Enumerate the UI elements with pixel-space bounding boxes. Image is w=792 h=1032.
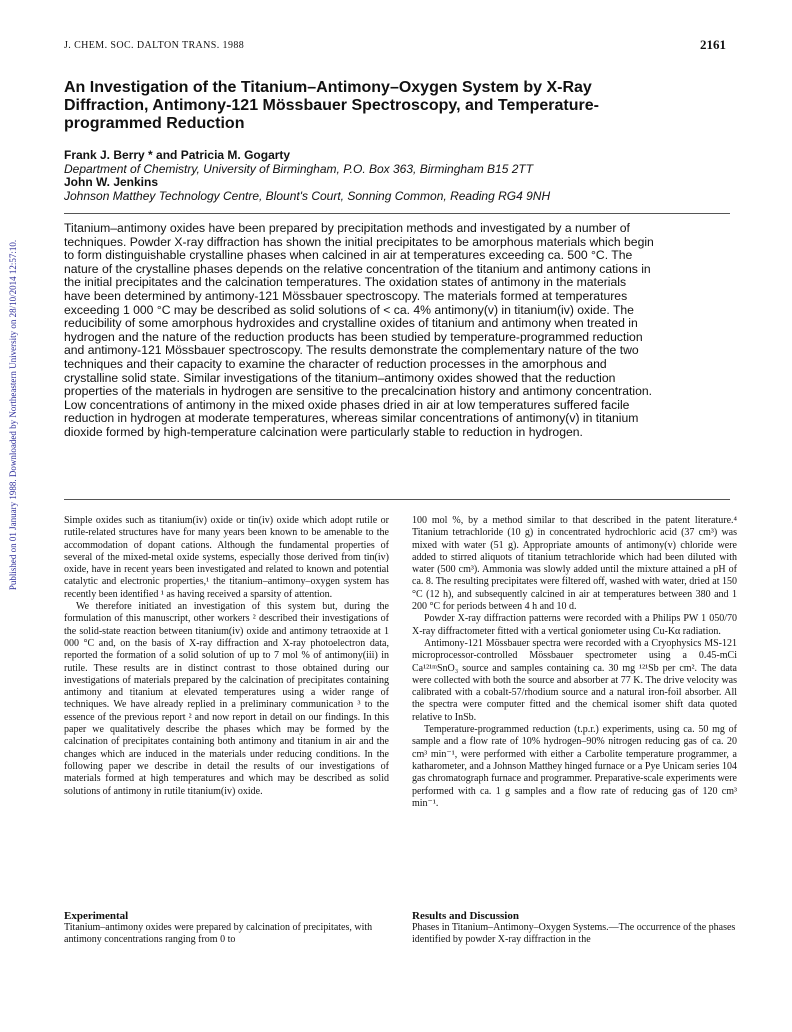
affiliation-2: Johnson Matthey Technology Centre, Blount's Court, Sonning Common, Reading RG4 9NH [64, 188, 551, 203]
left-column [64, 515, 389, 798]
intro-paragraph-1: Simple oxides such as titanium(iv) oxide or tin(iv) oxide which adopt rutile or rutile-related structures have for many years been known to be amenable to the accommodation of dopant cations. Although the fundamental properties of several of the mixed-metal oxide systems, especially those derived from tin(iv) oxide, have in recent years been investigated and related to known and potential catalytic and electronic properties,¹ the titanium–antimony–oxygen system has recently been identified ¹ as having received a sparsity of attention. [64, 515, 389, 600]
affiliation-1: Department of Chemistry, University of Birmingham, P.O. Box 363, Birmingham B15 2TT [64, 161, 534, 176]
methods-paragraph-3: Antimony-121 Mössbauer spectra were recorded with a Cryophysics MS-121 microprocessor-controlled Mössbauer spectrometer using a 0.45-mCi Ca¹²¹ᵐSnO₃ source and samples containing ca. 30 mg ¹²¹Sb per cm². The data were collected with both the source and absorber at 77 K. The drive velocity was calibrated with a cobalt-57/rhodium source and a natural iron-foil absorber. All the spectra were computer fitted and the chemical isomer shift data quoted relative to InSb. [412, 637, 737, 723]
right-column [412, 515, 737, 810]
download-notice-text: Published on 01 January 1988. Downloaded by Northeastern University on 28/10/2014 12:57:10. [8, 239, 18, 591]
authors-line-1: Frank J. Berry * and Patricia M. Gogarty [64, 148, 291, 162]
experimental-section [64, 910, 389, 946]
results-heading: Results and Discussion [412, 910, 519, 922]
methods-paragraph-2: Powder X-ray diffraction patterns were recorded with a Philips PW 1 050/70 X-ray diffractometer fitted with a vertical goniometer using Cu-Kα radiation. [412, 613, 737, 637]
methods-paragraph-4: Temperature-programmed reduction (t.p.r.) experiments, using ca. 50 mg of sample and a flow rate of 10% hydrogen–90% nitrogen reducing gas of ca. 20 cm³ min⁻¹, were performed with either a Carbolite temperature programmer, a katharometer, and a Johnson Matthey hinged furnace or a Pye Unicam series 104 gas chromatograph furnace and programmer. Preparative-scale experiments were performed with ca. 1 g samples and a flow rate of reducing gas of 120 cm³ min⁻¹. [412, 724, 737, 809]
author-block [64, 149, 744, 203]
journal-header: J. CHEM. SOC. DALTON TRANS. 1988 [64, 40, 245, 51]
download-notice [6, 205, 20, 625]
results-text: Phases in Titanium–Antimony–Oxygen Systems.—The occurrence of the phases identified by powder X-ray diffraction in the [412, 922, 736, 945]
results-section [412, 910, 737, 946]
divider-bottom [64, 499, 730, 500]
methods-paragraph-1: 100 mol %, by a method similar to that described in the patent literature.⁴ Titanium tetrachloride (10 g) in concentrated hydrochloric acid (37 cm³) was mixed with water (51 g). Appropriate amounts of antimony(v) chloride were added to stirred aliquots of titanium tetrachloride which had been diluted with water (500 cm³). Ammonia was slowly added until the mixture attained a pH of ca. 8. The resulting precipitates were filtered off, washed with water, dried at 150 °C (12 h), and subsequently calcined in air at temperatures between 380 and 1 200 °C for periods between 4 h and 10 d. [412, 515, 737, 613]
authors-line-2: John W. Jenkins [64, 175, 159, 189]
experimental-text: Titanium–antimony oxides were prepared by calcination of precipitates, with antimony concentrations ranging from 0 to [64, 922, 373, 945]
page-number: 2161 [700, 37, 726, 52]
experimental-heading: Experimental [64, 910, 129, 922]
abstract: Titanium–antimony oxides have been prepared by precipitation methods and investigated by a number of techniques. Powder X-ray diffraction has shown the initial precipitates to be amorphous materials which begin to form distinguishable crystalline phases when calcined in air at temperatures exceeding ca. 500 °C. The nature of the crystalline phases depends on the relative concentration of the titanium and antimony cations in the initial precipitates and the calcination temperatures. The oxidation states of antimony in the materials have been determined by antimony-121 Mössbauer spectroscopy. The materials formed at temperatures exceeding 1 000 °C may be described as solid solutions of < ca. 4% antimony(v) in titanium(iv) oxide. The reducibility of some amorphous hydroxides and crystalline oxides of titanium and antimony when treated in hydrogen and the nature of the reduction products has been studied by temperature-programmed reduction and antimony-121 Mössbauer spectroscopy. The results demonstrate the complementary nature of the two techniques and their capacity to examine the character of reduction processes in the amorphous and crystalline solid state. Similar investigations of the titanium–antimony oxides showed that the reduction properties of the materials in hydrogen are sensitive to the precalcination history and antimony concentration. Low concentrations of antimony in the mixed oxide phases dried in air at low temperatures suffered facile reduction in hydrogen at moderate temperatures, whereas similar concentrations of antimony(v) in titanium dioxide formed by high-temperature calcination were particularly stable to reduction in hydrogen. [64, 221, 654, 439]
paper-title: An Investigation of the Titanium–Antimony–Oxygen System by X-Ray Diffraction, Antimony-121 Mössbauer Spectroscopy, and Temperature-programmed Reduction [64, 79, 599, 132]
divider-top [64, 213, 730, 214]
intro-paragraph-2: We therefore initiated an investigation of this system but, during the formulation of this manuscript, other workers ² described their investigations of the solid-state reaction between titanium(iv) oxide and antimony tetraoxide at 1 000 °C and, on the basis of X-ray diffraction and X-ray photoelectron data, reported the formation of a solid solution of up to 7 mol % of antimony(iii) in rutile. These results are in distinct contrast to those obtained during our investigations of materials prepared by the calcination of precipitates containing antimony and titanium at elevated temperatures using a wider range of techniques. We have already replied in a preliminary communication ³ to the essence of the previous report ² and now report in detail on our findings. In this paper we qualitatively describe the phases which may be formed by the calcination of precipitates containing both antimony and titanium in air and the changes which are induced in the materials under reducing conditions. In the following paper we describe in detail the results of our investigations of materials formed at high temperatures and which may be described as solid solutions of antimony in rutile titanium(iv) oxide. [64, 601, 389, 797]
